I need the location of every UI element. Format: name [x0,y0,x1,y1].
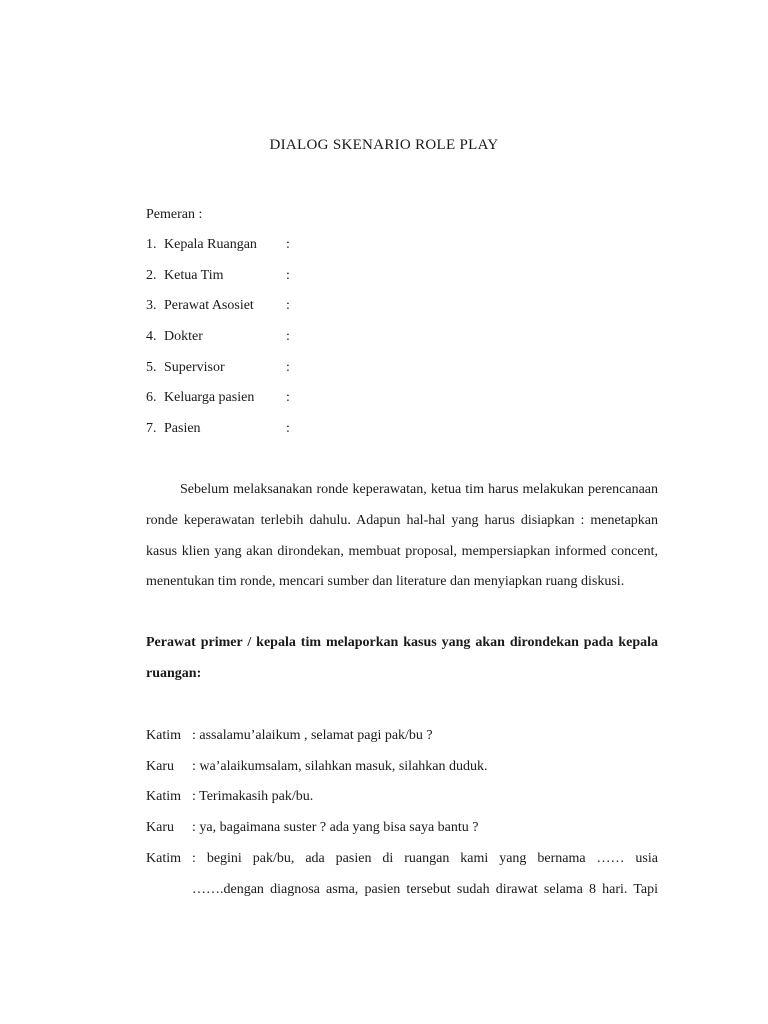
dialog-line: : wa’alaikumsalam, silahkan masuk, silahkan duduk. [192,759,488,774]
paragraph-line: Sebelum melaksanakan ronde keperawatan, ketua tim harus melakukan perencanaan [180,482,658,497]
cast-role: Ketua Tim [164,268,224,283]
dialog-line: : begini pak/bu, ada pasien di ruangan kami yang bernama …… usia [192,851,658,866]
paragraph-line: kasus klien yang akan dirondekan, membuat proposal, mempersiapkan informed concent, [146,544,658,559]
cast-colon: : [286,390,290,405]
dialog-speaker: Karu [146,820,174,835]
cast-role: Keluarga pasien [164,390,255,405]
dialog-speaker: Katim [146,851,181,866]
cast-colon: : [286,360,290,375]
dialog-speaker: Karu [146,759,174,774]
cast-number: 5. [146,360,157,375]
cast-role: Pasien [164,421,201,436]
dialog-speaker: Katim [146,728,181,743]
cast-heading: Pemeran : [146,207,203,222]
dialog-line: : Terimakasih pak/bu. [192,789,314,804]
cast-role: Kepala Ruangan [164,237,257,252]
cast-colon: : [286,329,290,344]
dialog-line: : assalamu’alaikum , selamat pagi pak/bu ? [192,728,433,743]
cast-role: Supervisor [164,360,225,375]
cast-number: 6. [146,390,157,405]
cast-role: Dokter [164,329,203,344]
dialog-line: …….dengan diagnosa asma, pasien tersebut sudah dirawat selama 8 hari. Tapi [192,882,658,897]
section-heading-line: Perawat primer / kepala tim melaporkan kasus yang akan dirondekan pada kepala [146,635,658,650]
cast-number: 4. [146,329,157,344]
cast-number: 3. [146,298,157,313]
cast-number: 2. [146,268,157,283]
cast-number: 1. [146,237,157,252]
cast-number: 7. [146,421,157,436]
cast-colon: : [286,237,290,252]
cast-colon: : [286,268,290,283]
section-heading-line: ruangan: [146,666,202,681]
dialog-line: : ya, bagaimana suster ? ada yang bisa saya bantu ? [192,820,479,835]
cast-colon: : [286,298,290,313]
paragraph-line: ronde keperawatan terlebih dahulu. Adapun hal-hal yang harus disiapkan : menetapkan [146,513,658,528]
cast-role: Perawat Asosiet [164,298,254,313]
document-title: DIALOG SKENARIO ROLE PLAY [269,137,499,153]
cast-colon: : [286,421,290,436]
dialog-speaker: Katim [146,789,181,804]
paragraph-line: menentukan tim ronde, mencari sumber dan literature dan menyiapkan ruang diskusi. [146,574,625,589]
